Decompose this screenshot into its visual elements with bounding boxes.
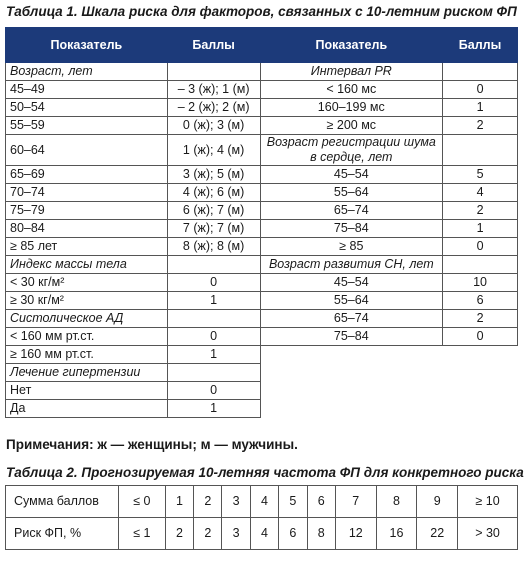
score-sum-cell: 4 xyxy=(250,486,278,518)
table-row xyxy=(6,135,518,166)
score-sum-cell: 6 xyxy=(307,486,335,518)
row-label-right: 65–74 xyxy=(260,310,443,328)
row-points-left xyxy=(167,63,260,81)
row-points-right: 4 xyxy=(443,184,518,202)
row-points-right: 5 xyxy=(443,166,518,184)
table1-title: Таблица 1. Шкала риска для факторов, связанных с 10-летним риском ФП xyxy=(6,4,517,19)
row-label-right: 55–64 xyxy=(260,184,443,202)
table-row xyxy=(6,238,518,256)
table-row xyxy=(6,256,518,274)
row-label-right: 55–64 xyxy=(260,292,443,310)
table2-title: Таблица 2. Прогнозируемая 10-летняя частота ФП для конкретного риска xyxy=(6,465,524,480)
row-label-right: Возраст регистрации шума в сердце, лет xyxy=(260,135,443,166)
table-note: Примечания: ж — женщины; м — мужчины. xyxy=(6,437,298,452)
empty-cell xyxy=(260,346,443,364)
af-risk-cell: 16 xyxy=(376,518,417,550)
row-label-right: 45–54 xyxy=(260,274,443,292)
row-label-left: Возраст, лет xyxy=(6,63,168,81)
table-row xyxy=(6,274,518,292)
score-sum-cell: 8 xyxy=(376,486,417,518)
row-label-left: 45–49 xyxy=(6,81,168,99)
af-risk-cell: ≤ 1 xyxy=(119,518,166,550)
row-label-right: ≥ 200 мс xyxy=(260,117,443,135)
table-row xyxy=(6,220,518,238)
row-label-score-sum: Сумма баллов xyxy=(6,486,119,518)
row-label-right: 65–74 xyxy=(260,202,443,220)
row-points-right: 0 xyxy=(443,81,518,99)
score-sum-cell: 7 xyxy=(335,486,376,518)
row-points-right: 6 xyxy=(443,292,518,310)
row-label-right: Интервал PR xyxy=(260,63,443,81)
header-points-right: Баллы xyxy=(443,28,518,63)
row-label-left: 55–59 xyxy=(6,117,168,135)
row-points-left: – 3 (ж); 1 (м) xyxy=(167,81,260,99)
row-points-left: 6 (ж); 7 (м) xyxy=(167,202,260,220)
row-points-right xyxy=(443,135,518,166)
table-row xyxy=(6,346,518,364)
score-sum-cell: 1 xyxy=(165,486,193,518)
table-row xyxy=(6,99,518,117)
row-points-left: 0 xyxy=(167,274,260,292)
af-risk-cell: > 30 xyxy=(458,518,518,550)
row-label-right: 45–54 xyxy=(260,166,443,184)
row-label-left: ≥ 160 мм рт.ст. xyxy=(6,346,168,364)
row-points-left: 3 (ж); 5 (м) xyxy=(167,166,260,184)
row-points-left: 7 (ж); 7 (м) xyxy=(167,220,260,238)
row-label-right: ≥ 85 xyxy=(260,238,443,256)
table-row xyxy=(6,63,518,81)
af-risk-cell: 3 xyxy=(222,518,250,550)
row-label-left: < 160 мм рт.ст. xyxy=(6,328,168,346)
table-row xyxy=(6,184,518,202)
row-points-right: 0 xyxy=(443,328,518,346)
row-points-left: 0 (ж); 3 (м) xyxy=(167,117,260,135)
af-risk-cell: 2 xyxy=(194,518,222,550)
score-sum-cell: 5 xyxy=(279,486,307,518)
row-points-left xyxy=(167,256,260,274)
row-points-left: 1 (ж); 4 (м) xyxy=(167,135,260,166)
row-label-left: ≥ 85 лет xyxy=(6,238,168,256)
table-row xyxy=(6,364,518,382)
table-row xyxy=(6,292,518,310)
af-risk-cell: 22 xyxy=(417,518,458,550)
row-label-left: 75–79 xyxy=(6,202,168,220)
row-points-left xyxy=(167,310,260,328)
header-points-left: Баллы xyxy=(167,28,260,63)
row-label-left: 80–84 xyxy=(6,220,168,238)
table-row xyxy=(6,486,518,518)
row-points-left: 1 xyxy=(167,400,260,418)
empty-cell xyxy=(260,400,443,418)
row-points-right: 1 xyxy=(443,99,518,117)
table-row xyxy=(6,310,518,328)
table-row xyxy=(6,518,518,550)
row-label-right: 75–84 xyxy=(260,220,443,238)
table-row xyxy=(6,166,518,184)
row-label-left: ≥ 30 кг/м² xyxy=(6,292,168,310)
score-sum-cell: ≥ 10 xyxy=(458,486,518,518)
row-label-left: 50–54 xyxy=(6,99,168,117)
row-points-right: 10 xyxy=(443,274,518,292)
row-label-left: 60–64 xyxy=(6,135,168,166)
row-points-right: 1 xyxy=(443,220,518,238)
row-points-left: 0 xyxy=(167,328,260,346)
af-risk-cell: 8 xyxy=(307,518,335,550)
row-points-right: 2 xyxy=(443,310,518,328)
row-points-left: 0 xyxy=(167,382,260,400)
risk-score-table xyxy=(5,27,518,418)
empty-cell xyxy=(260,382,443,400)
row-label-right: 75–84 xyxy=(260,328,443,346)
af-risk-cell: 4 xyxy=(250,518,278,550)
row-label-left: Да xyxy=(6,400,168,418)
row-label-af-risk: Риск ФП, % xyxy=(6,518,119,550)
empty-cell xyxy=(443,400,518,418)
af-risk-cell: 2 xyxy=(165,518,193,550)
header-indicator-left: Показатель xyxy=(6,28,168,63)
af-risk-cell: 6 xyxy=(279,518,307,550)
empty-cell xyxy=(443,382,518,400)
score-sum-cell: 3 xyxy=(222,486,250,518)
row-label-left: Индекс массы тела xyxy=(6,256,168,274)
table-row xyxy=(6,328,518,346)
row-points-left: 1 xyxy=(167,346,260,364)
af-risk-cell: 12 xyxy=(335,518,376,550)
table-row xyxy=(6,400,518,418)
row-label-right: 160–199 мс xyxy=(260,99,443,117)
row-points-right xyxy=(443,63,518,81)
row-label-left: Систолическое АД xyxy=(6,310,168,328)
empty-cell xyxy=(443,346,518,364)
row-points-left: – 2 (ж); 2 (м) xyxy=(167,99,260,117)
row-label-left: 70–74 xyxy=(6,184,168,202)
row-points-left: 8 (ж); 8 (м) xyxy=(167,238,260,256)
row-label-left: Лечение гипертензии xyxy=(6,364,168,382)
row-label-right: Возраст развития СН, лет xyxy=(260,256,443,274)
score-sum-cell: 2 xyxy=(194,486,222,518)
row-points-left xyxy=(167,364,260,382)
row-points-left: 1 xyxy=(167,292,260,310)
risk-frequency-table xyxy=(5,485,518,550)
empty-cell xyxy=(260,364,443,382)
table-row xyxy=(6,117,518,135)
row-label-left: < 30 кг/м² xyxy=(6,274,168,292)
row-points-right: 0 xyxy=(443,238,518,256)
empty-cell xyxy=(443,364,518,382)
row-points-right xyxy=(443,256,518,274)
score-sum-cell: 9 xyxy=(417,486,458,518)
table-row xyxy=(6,382,518,400)
row-points-left: 4 (ж); 6 (м) xyxy=(167,184,260,202)
header-indicator-right: Показатель xyxy=(260,28,443,63)
score-sum-cell: ≤ 0 xyxy=(119,486,166,518)
row-points-right: 2 xyxy=(443,202,518,220)
table-row xyxy=(6,81,518,99)
row-label-right: < 160 мс xyxy=(260,81,443,99)
row-label-left: Нет xyxy=(6,382,168,400)
table-row xyxy=(6,202,518,220)
row-label-left: 65–69 xyxy=(6,166,168,184)
row-points-right: 2 xyxy=(443,117,518,135)
